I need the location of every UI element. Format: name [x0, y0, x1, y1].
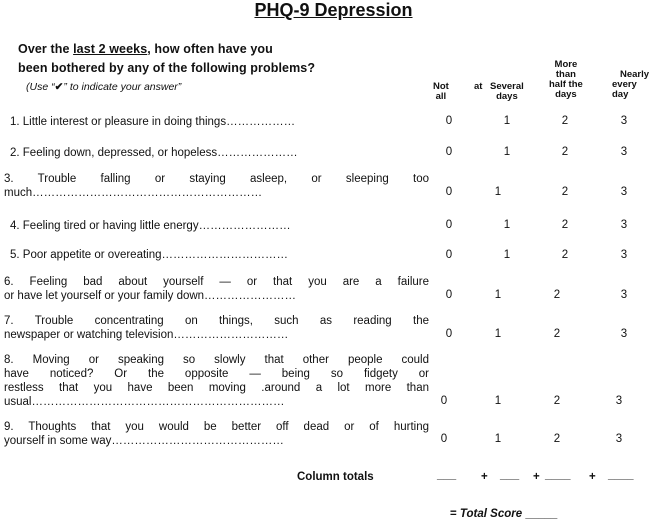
item-4-score-0[interactable]: 0 — [445, 219, 453, 231]
item-6-score-3[interactable]: 3 — [620, 289, 628, 301]
total-score: = Total Score _____ — [450, 508, 558, 520]
plus-sign: + — [481, 471, 488, 483]
item-9-score-2[interactable]: 2 — [553, 433, 561, 445]
item-7-score-0[interactable]: 0 — [445, 328, 453, 340]
item-3-score-1[interactable]: 1 — [494, 186, 502, 198]
item-7-score-2[interactable]: 2 — [553, 328, 561, 340]
item-7-text: 7. Trouble concentrating on things, such as reading the newspaper or watching television………………………… — [4, 315, 429, 341]
item-5-score-0[interactable]: 0 — [445, 249, 453, 261]
item-6-text: 6. Feeling bad about yourself — or that you are a failure or have let yourself or your family down…………………… — [4, 276, 429, 302]
item-1-score-2[interactable]: 2 — [561, 115, 569, 127]
question-line-1: Over the last 2 weeks, how often have you — [18, 42, 273, 56]
item-3-score-0[interactable]: 0 — [445, 186, 453, 198]
item-4-text: 4. Feeling tired or having little energy…………………… — [10, 220, 291, 232]
item-8-score-1[interactable]: 1 — [494, 395, 502, 407]
item-4-score-1[interactable]: 1 — [503, 219, 511, 231]
header-more-than-half: More than half the days — [549, 59, 583, 100]
item-6-score-0[interactable]: 0 — [445, 289, 453, 301]
timeframe-emphasis: last 2 weeks — [73, 42, 148, 56]
item-9-text: 9. Thoughts that you would be better off dead or of hurting yourself in some way……………………………………… — [4, 421, 429, 447]
item-8-score-0[interactable]: 0 — [440, 395, 448, 407]
item-2-score-2[interactable]: 2 — [561, 146, 569, 158]
total-blank-nearly-every-day[interactable]: ____ — [608, 469, 634, 481]
item-7-score-3[interactable]: 3 — [620, 328, 628, 340]
item-6-score-1[interactable]: 1 — [494, 289, 502, 301]
item-4-score-3[interactable]: 3 — [620, 219, 628, 231]
item-1-score-3[interactable]: 3 — [620, 115, 628, 127]
header-at: at — [474, 81, 483, 92]
question-line-2: been bothered by any of the following problems? — [18, 61, 316, 75]
item-5-text: 5. Poor appetite or overeating…………………………… — [10, 249, 289, 261]
header-nearly-every-day: Nearly every day — [612, 69, 650, 100]
item-5-score-1[interactable]: 1 — [503, 249, 511, 261]
item-1-text: 1. Little interest or pleasure in doing things……………… — [10, 116, 296, 128]
item-2-score-0[interactable]: 0 — [445, 146, 453, 158]
item-4-score-2[interactable]: 2 — [561, 219, 569, 231]
item-6-score-2[interactable]: 2 — [553, 289, 561, 301]
item-3-score-2[interactable]: 2 — [561, 186, 569, 198]
column-totals-label: Column totals — [297, 471, 374, 483]
total-score-label: Total Score — [459, 508, 523, 520]
item-5-score-2[interactable]: 2 — [561, 249, 569, 261]
total-blank-several-days[interactable]: ___ — [500, 469, 520, 481]
item-9-score-1[interactable]: 1 — [494, 433, 502, 445]
total-score-blank[interactable]: _____ — [522, 508, 558, 520]
item-7-score-1[interactable]: 1 — [494, 328, 502, 340]
header-not-at-all: Not all — [433, 81, 449, 102]
total-blank-not-at-all[interactable]: ___ — [437, 469, 457, 481]
item-8-score-2[interactable]: 2 — [553, 395, 561, 407]
item-3-score-3[interactable]: 3 — [620, 186, 628, 198]
item-2-text: 2. Feeling down, depressed, or hopeless………………… — [10, 147, 298, 159]
item-9-score-3[interactable]: 3 — [615, 433, 623, 445]
header-several-days: Several days — [490, 81, 524, 102]
item-9-score-0[interactable]: 0 — [440, 433, 448, 445]
checkmark-icon: ✔ — [54, 81, 64, 93]
item-3-text: 3. Trouble falling or staying asleep, or sleeping too much…………………………………………………… — [4, 173, 429, 199]
item-5-score-3[interactable]: 3 — [620, 249, 628, 261]
item-1-score-0[interactable]: 0 — [445, 115, 453, 127]
item-2-score-3[interactable]: 3 — [620, 146, 628, 158]
plus-sign: + — [533, 471, 540, 483]
plus-sign: + — [589, 471, 596, 483]
item-8-text: 8. Moving or speaking so slowly that other people could have noticed? Or the opposite — being so fidgety or restless that you have been moving .around a lot more than usual………………………………………………………… — [4, 354, 429, 408]
item-2-score-1[interactable]: 1 — [503, 146, 511, 158]
form-title: PHQ-9 Depression — [254, 0, 413, 20]
total-blank-more-than-half[interactable]: ____ — [545, 469, 571, 481]
item-1-score-1[interactable]: 1 — [503, 115, 511, 127]
item-8-score-3[interactable]: 3 — [615, 395, 623, 407]
instruction: (Use “✔” to indicate your answer” — [26, 81, 182, 93]
